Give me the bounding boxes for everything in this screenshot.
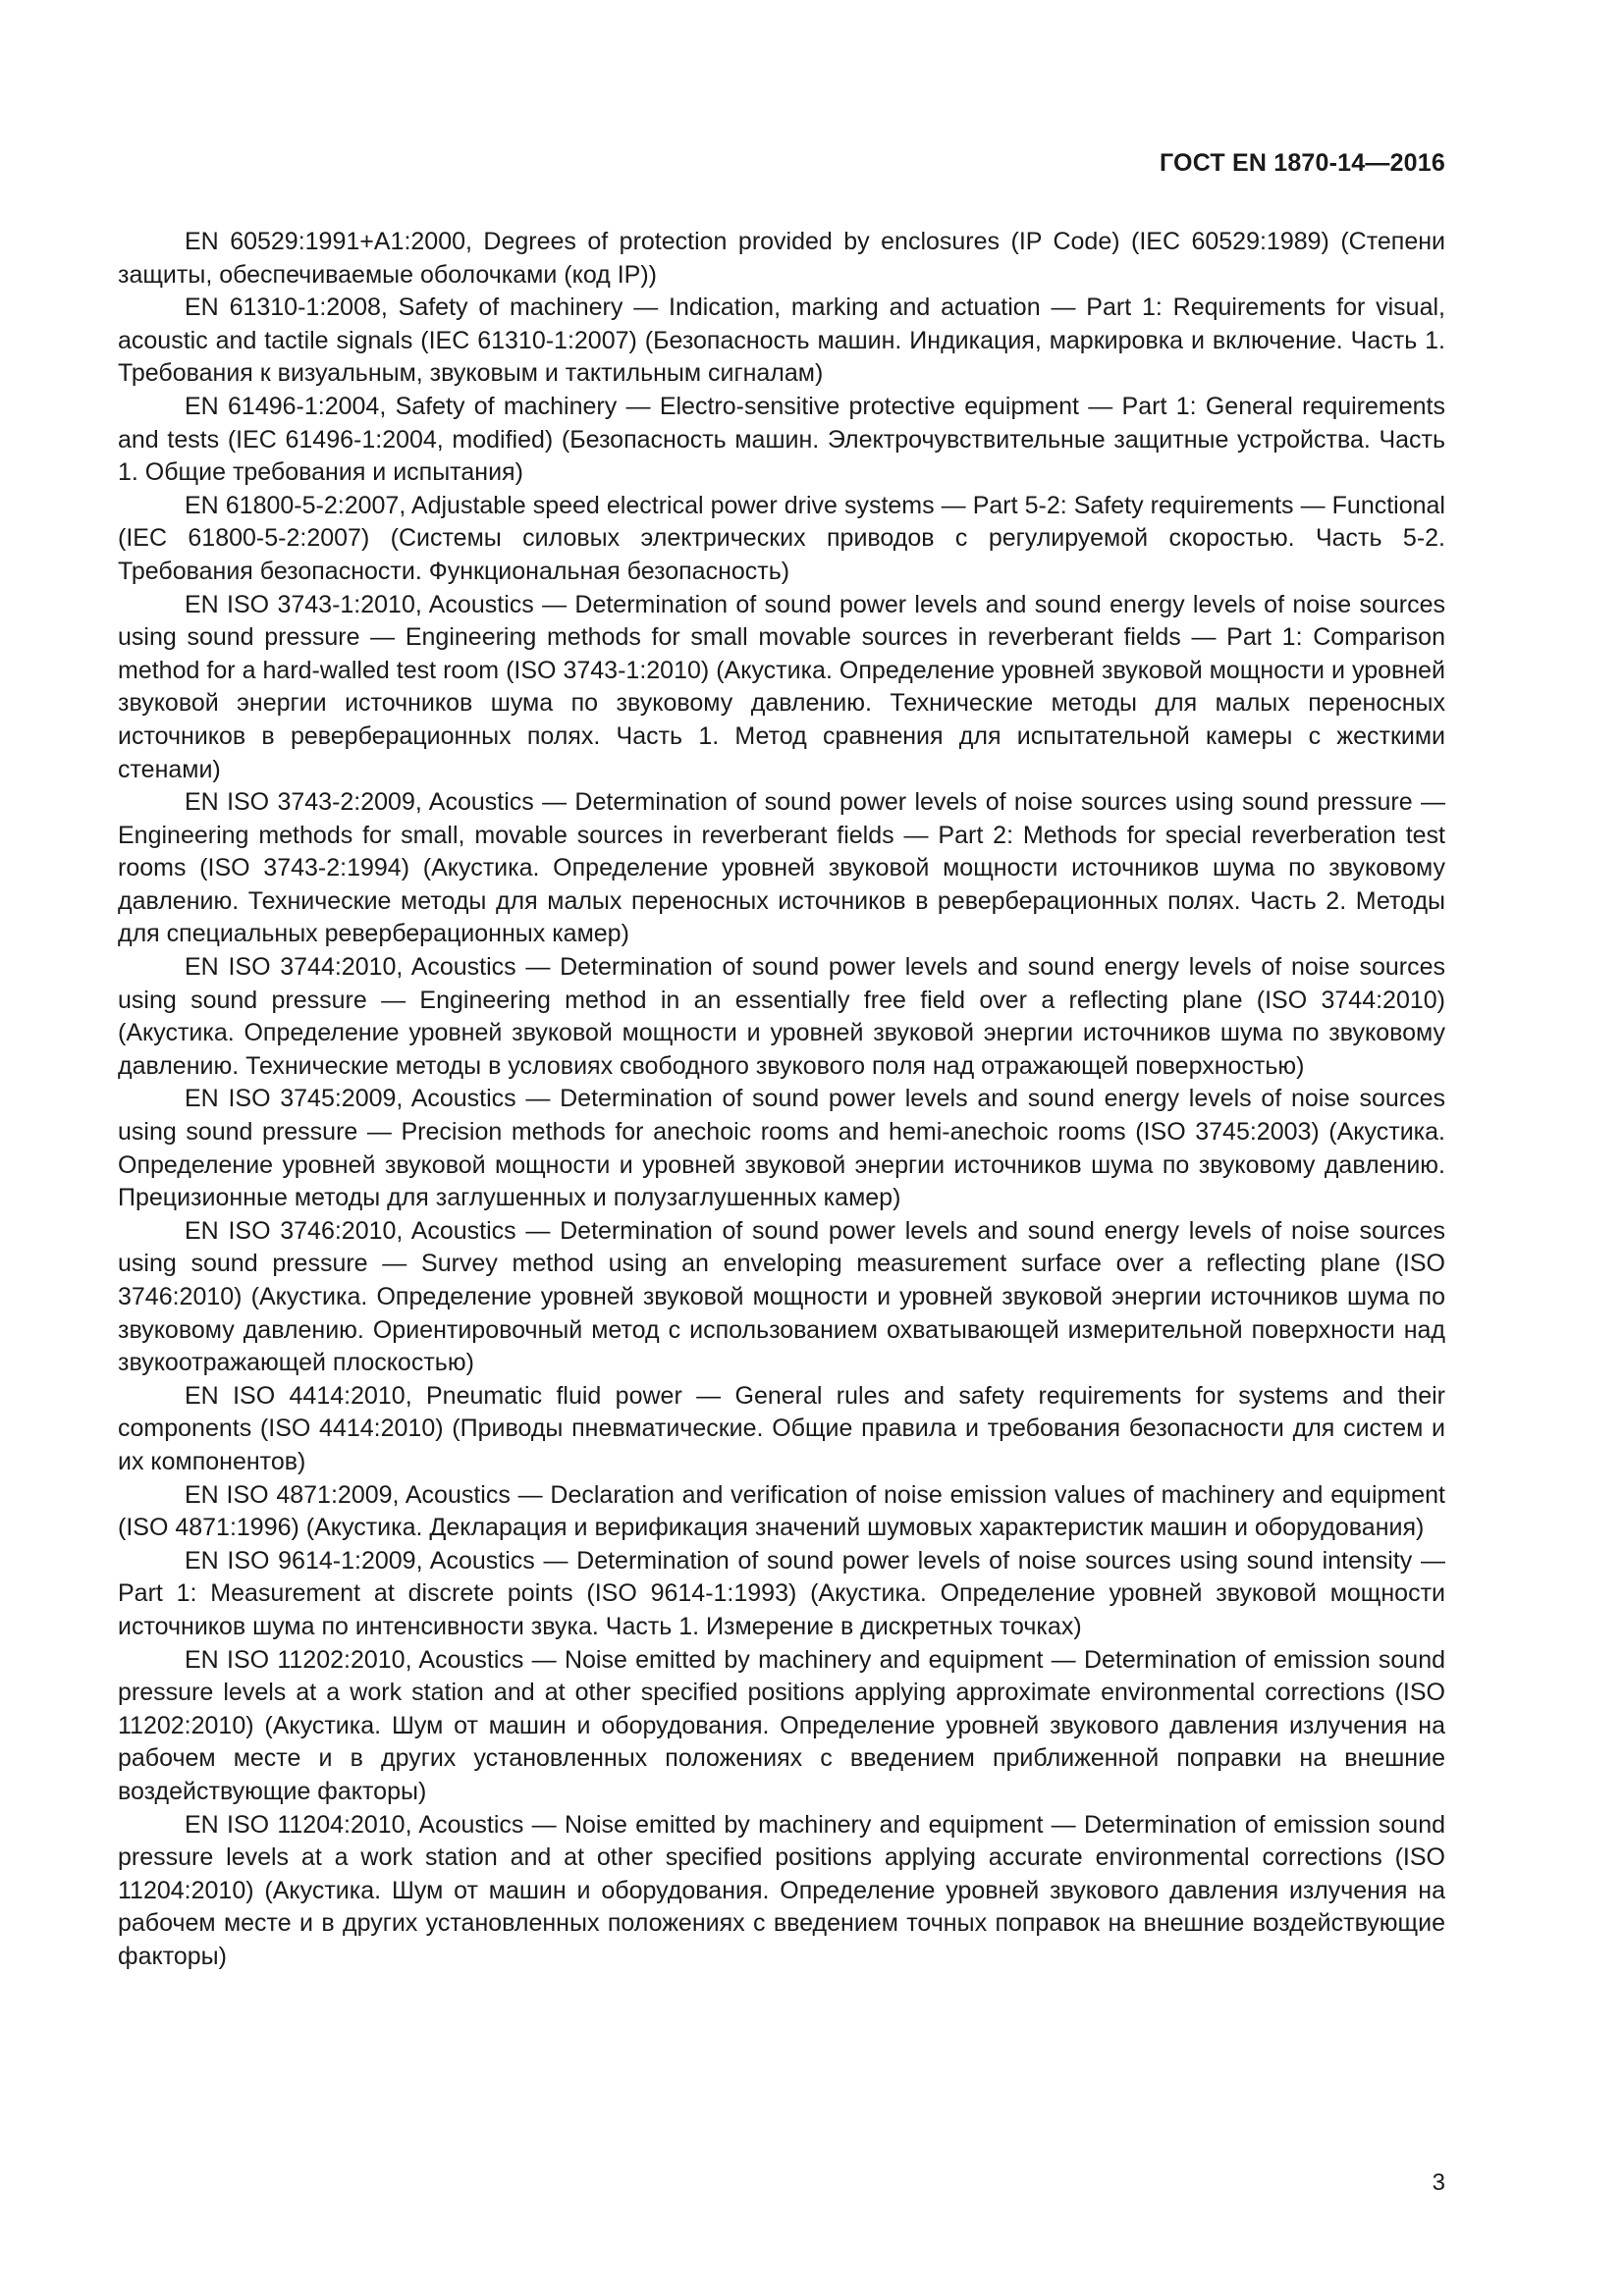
page-header-standard-id: ГОСТ EN 1870-14—2016: [1160, 149, 1445, 177]
reference-item: EN ISO 3744:2010, Acoustics — Determination of sound power levels and sound energy levels of noise sources using sound pressure — Engineering method in an essentially free field over a reflecting plane (ISO 3744:2010) (Акустика. Определение уровней звуковой мощности и уровней звуковой энергии источников шума по звуковому давлению. Технические методы в условиях свободного звукового поля над отражающей поверхностью): [118, 953, 1445, 1080]
reference-item: EN ISO 11204:2010, Acoustics — Noise emitted by machinery and equipment — Determination of emission sound pressure levels at a work station and at other specified positions applying accurate environmental corrections (ISO 11204:2010) (Акустика. Шум от машин и оборудования. Определение уровней звукового давления излучения на рабочем месте и в других установленных положениях с введением точных поправок на внешние воздействующие факторы): [118, 1810, 1445, 1970]
reference-item: EN 61310-1:2008, Safety of machinery — Indication, marking and actuation — Part 1: Requirements for visual, acoustic and tactile signals (IEC 61310-1:2007) (Безопасность машин. Индикация, маркировка и включение. Часть 1. Требования к визуальным, звуковым и тактильным сигналам): [118, 294, 1445, 388]
reference-item: EN ISO 9614-1:2009, Acoustics — Determination of sound power levels of noise sources using sound intensity — Part 1: Measurement at discrete points (ISO 9614-1:1993) (Акустика. Определение уровней звуковой мощности источников шума по интенсивности звука. Часть 1. Измерение в дискретных точках): [118, 1546, 1445, 1640]
reference-item: EN ISO 11202:2010, Acoustics — Noise emitted by machinery and equipment — Determination of emission sound pressure levels at a work station and at other specified positions applying approximate environmental corrections (ISO 11202:2010) (Акустика. Шум от машин и оборудования. Определение уровней звукового давления излучения на рабочем месте и в других установленных положениях с введением приближенной поправки на внешние воздействующие факторы): [118, 1645, 1445, 1805]
references-list: [118, 226, 1445, 1973]
reference-item: EN 61496-1:2004, Safety of machinery — Electro-sensitive protective equipment — Part 1: General requirements and tests (IEC 61496-1:2004, modified) (Безопасность машин. Электрочувствительные защитные устройства. Часть 1. Общие требования и испытания): [118, 392, 1445, 487]
page-number: 3: [1432, 2169, 1445, 2196]
reference-item: EN ISO 3746:2010, Acoustics — Determination of sound power levels and sound energy levels of noise sources using sound pressure — Survey method using an enveloping measurement surface over a reflecting plane (ISO 3746:2010) (Акустика. Определение уровней звуковой мощности и уровней звуковой энергии источников шума по звуковому давлению. Ориентировочный метод с использованием охватывающей измерительной поверхности над звукоотражающей плоскостью): [118, 1216, 1445, 1377]
reference-item: EN ISO 3743-1:2010, Acoustics — Determination of sound power levels and sound energy levels of noise sources using sound pressure — Engineering methods for small movable sources in reverberant fields — Part 1: Comparison method for a hard-walled test room (ISO 3743-1:2010) (Акустика. Определение уровней звуковой мощности и уровней звуковой энергии источников шума по звуковому давлению. Технические методы для малых переносных источников в реверберационных полях. Часть 1. Метод сравнения для испытательной камеры с жесткими стенами): [118, 590, 1445, 783]
reference-item: EN ISO 3743-2:2009, Acoustics — Determination of sound power levels of noise sources using sound pressure — Engineering methods for small, movable sources in reverberant fields — Part 2: Methods for special reverberation test rooms (ISO 3743-2:1994) (Акустика. Определение уровней звуковой мощности источников шума по звуковому давлению. Технические методы для малых переносных источников в реверберационных полях. Часть 2. Методы для специальных реверберационных камер): [118, 788, 1445, 948]
reference-item: EN ISO 4414:2010, Pneumatic fluid power — General rules and safety requirements for systems and their components (ISO 4414:2010) (Приводы пневматические. Общие правила и требования безопасности для систем и их компонентов): [118, 1381, 1445, 1475]
reference-item: EN ISO 4871:2009, Acoustics — Declaration and verification of noise emission values of machinery and equipment (ISO 4871:1996) (Акустика. Декларация и верификация значений шумовых характеристик машин и оборудования): [118, 1480, 1445, 1542]
reference-item: EN 61800-5-2:2007, Adjustable speed electrical power drive systems — Part 5-2: Safety requirements — Functional (IEC 61800-5-2:2007) (Системы силовых электрических приводов с регулируемой скоростью. Часть 5-2. Требования безопасности. Функциональная безопасность): [118, 491, 1445, 585]
reference-item: EN 60529:1991+A1:2000, Degrees of protection provided by enclosures (IP Code) (IEC 60529:1989) (Степени защиты, обеспечиваемые оболочками (код IP)): [118, 228, 1445, 289]
reference-item: EN ISO 3745:2009, Acoustics — Determination of sound power levels and sound energy levels of noise sources using sound pressure — Precision methods for anechoic rooms and hemi-anechoic rooms (ISO 3745:2003) (Акустика. Определение уровней звуковой мощности и уровней звуковой энергии источников шума по звуковому давлению. Прецизионные методы для заглушенных и полузаглушенных камер): [118, 1085, 1445, 1212]
